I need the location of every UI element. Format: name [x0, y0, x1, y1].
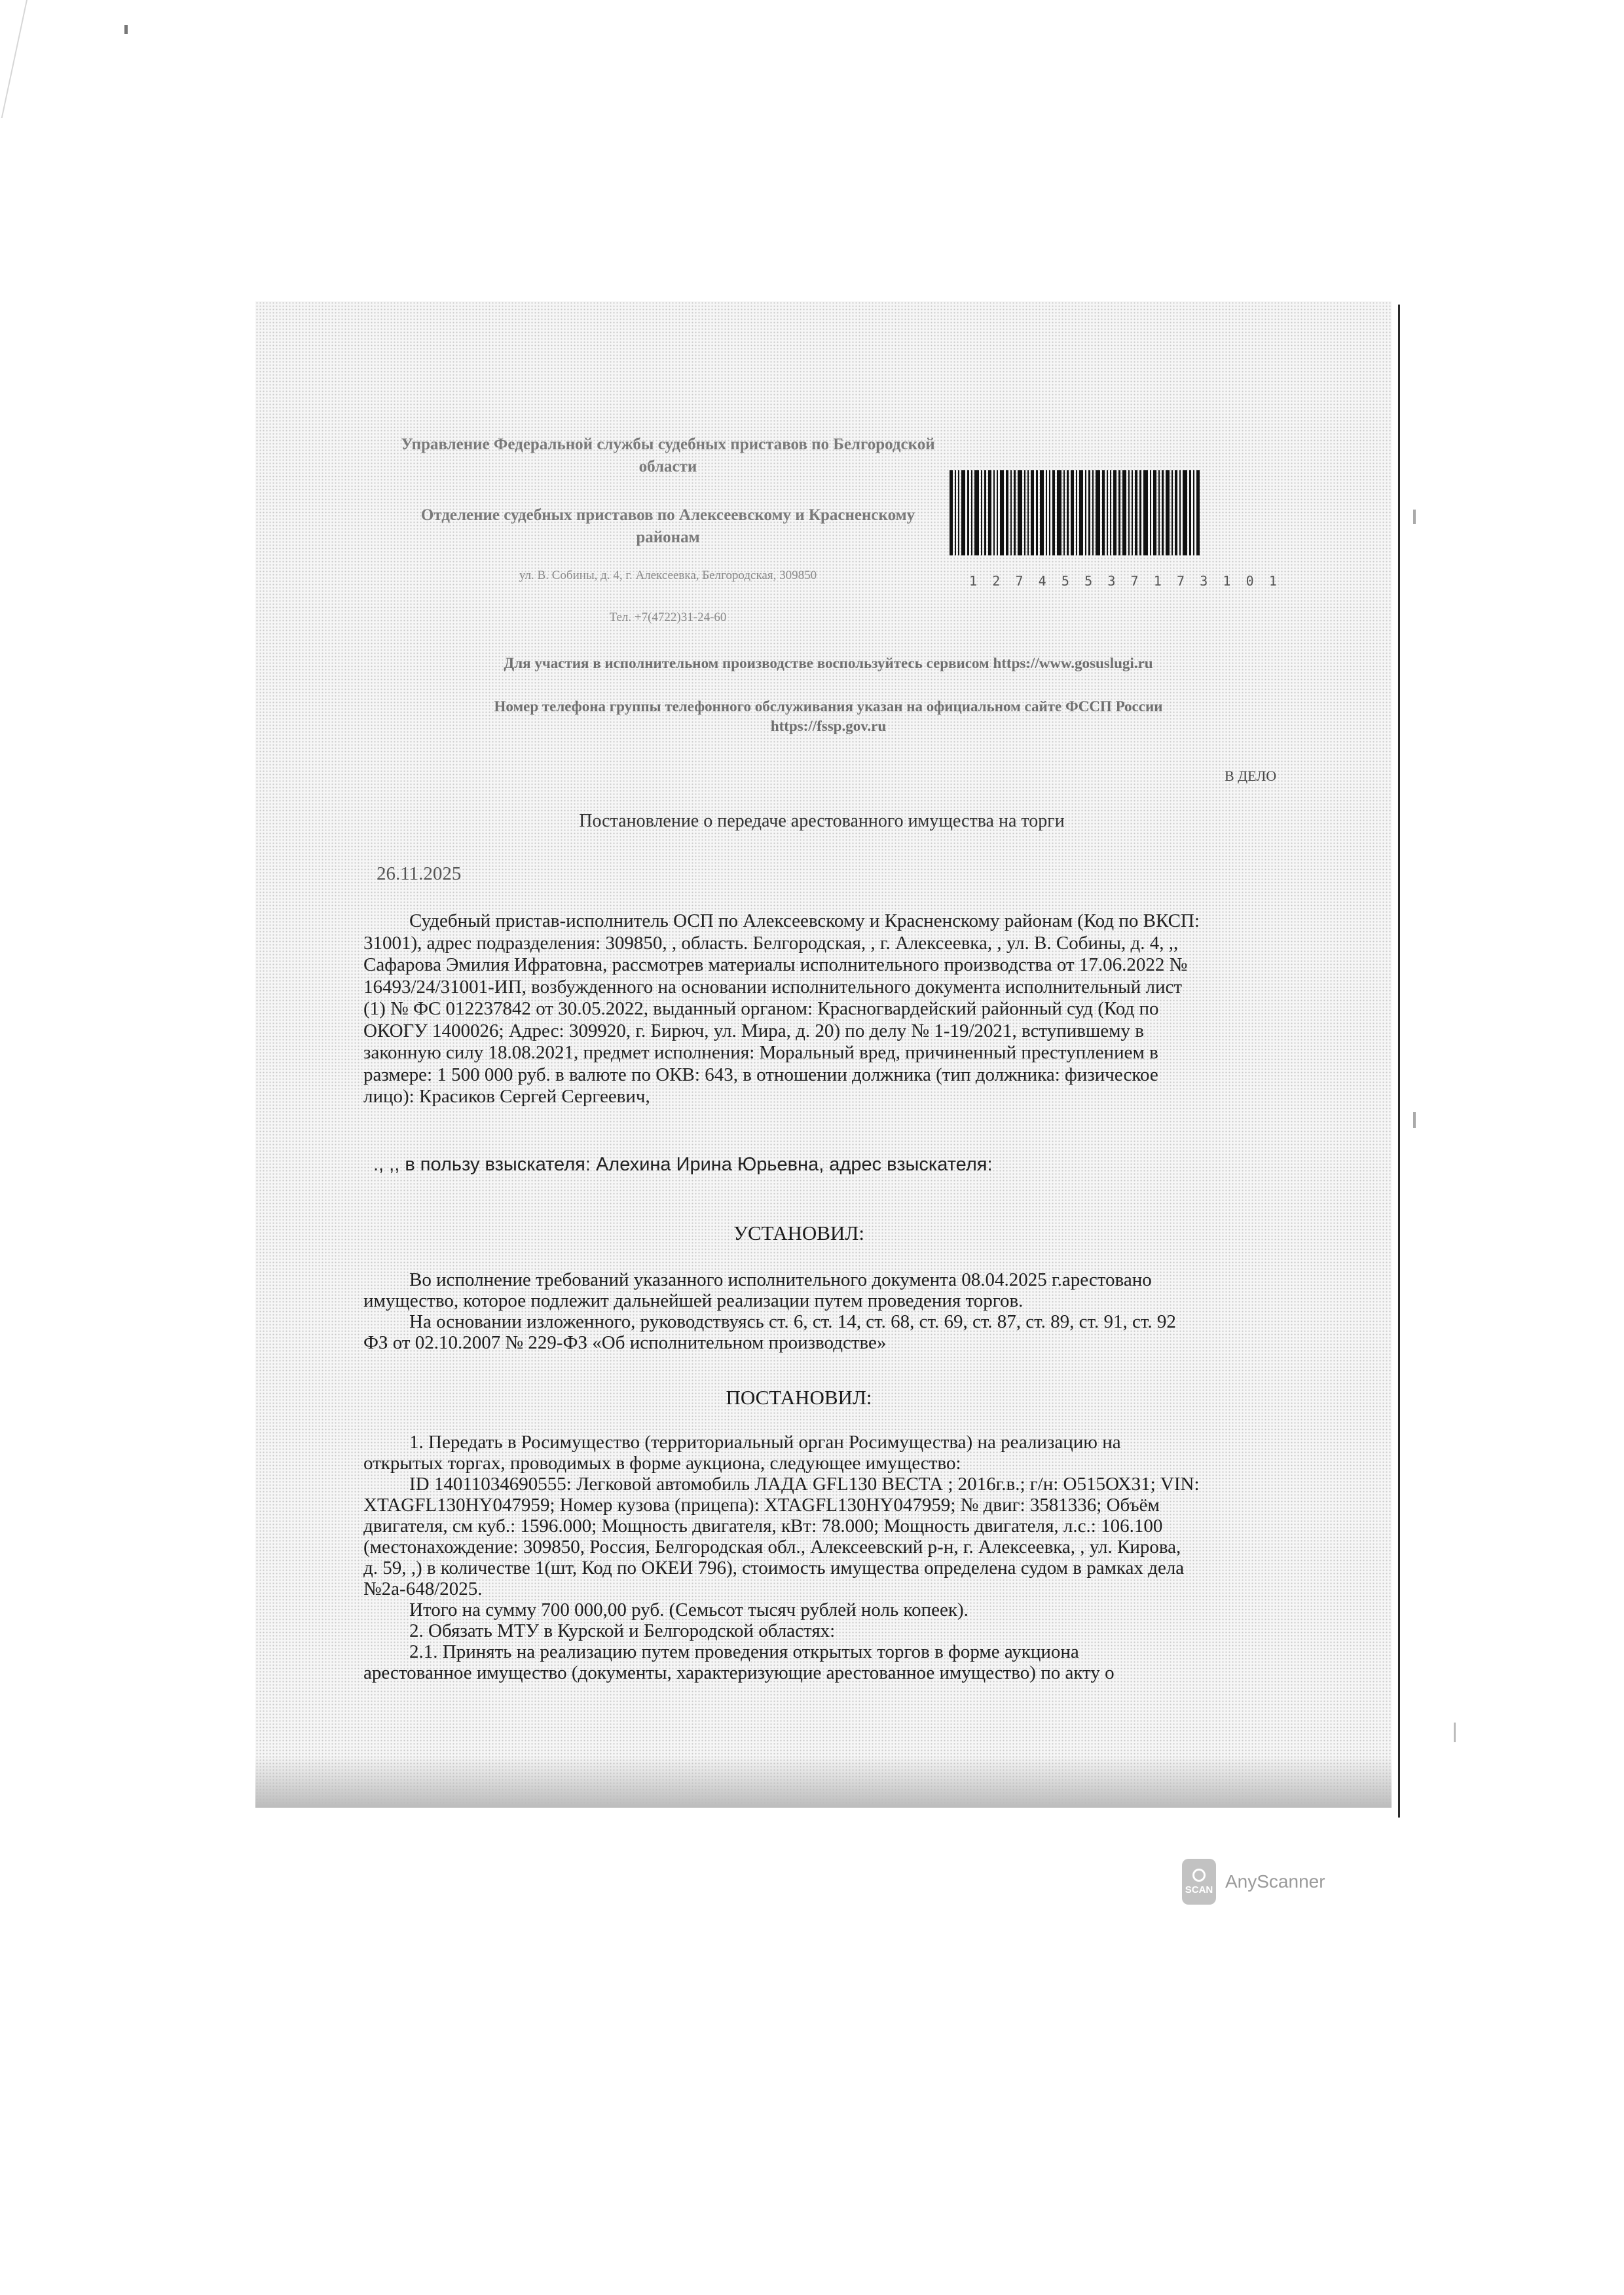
- barcode-digit: 7: [1176, 573, 1185, 589]
- barcode-digit: 7: [1130, 573, 1139, 589]
- document-barcode: [950, 470, 1290, 555]
- creditor-line: ., ,, в пользу взыскателя: Алехина Ирина Юрьевна, адрес взыскателя:: [373, 1154, 993, 1175]
- scan-app-icon-label: SCAN: [1185, 1884, 1213, 1895]
- barcode-bar: [1153, 470, 1156, 555]
- org-name-line-2: области: [638, 458, 697, 476]
- barcode-bar: [1014, 470, 1016, 555]
- barcode-bar: [1118, 470, 1120, 555]
- barcode-bar: [974, 470, 979, 555]
- scan-app-icon-dot: [1192, 1869, 1206, 1882]
- anyscanner-watermark: [1182, 1859, 1325, 1905]
- barcode-bar: [1057, 470, 1061, 555]
- barcode-bar: [993, 470, 995, 555]
- intro-line: (1) № ФС 012237842 от 30.05.2022, выданный органом: Красногвардейский районный суд (Код по: [363, 998, 1159, 1019]
- barcode-bar: [1063, 470, 1065, 555]
- barcode-bar: [1076, 470, 1077, 555]
- anyscanner-brand: AnyScanner: [1225, 1871, 1325, 1892]
- intro-line: законную силу 18.08.2021, предмет исполнения: Моральный вред, причиненный преступлением в: [363, 1042, 1158, 1063]
- decided-line: 2.1. Принять на реализацию путем проведения открытых торгов в форме аукциона: [409, 1641, 1079, 1662]
- intro-line: ОКОГУ 1400026; Адрес: 309920, г. Бирюч, ул. Мира, д. 20) по делу № 1-19/2021, вступившему в: [363, 1020, 1144, 1041]
- barcode-bar: [1175, 470, 1177, 555]
- barcode-digit: 4: [1038, 573, 1046, 589]
- barcode-bar: [1067, 470, 1069, 555]
- barcode-bar: [950, 470, 953, 555]
- established-paragraph: [363, 1269, 1283, 1353]
- barcode-bar: [1162, 470, 1164, 555]
- decided-line: 1. Передать в Росимущество (территориальный орган Росимущества) на реализацию на: [409, 1432, 1121, 1453]
- decided-line: открытых торгах, проводимых в форме аукциона, следующее имущество:: [363, 1453, 961, 1474]
- barcode-bar: [1006, 470, 1008, 555]
- barcode-bar: [1031, 470, 1034, 555]
- decided-line: №2а-648/2025.: [363, 1578, 483, 1599]
- org-name-line-1: Управление Федеральной службы судебных приставов по Белгородской: [401, 436, 935, 453]
- established-heading: УСТАНОВИЛ:: [733, 1222, 864, 1244]
- barcode-bar: [1018, 470, 1022, 555]
- fssp-site-link: https://fssp.gov.ru: [770, 718, 887, 734]
- decided-line: арестованное имущество (документы, характеризующие арестованное имущество) по акту о: [363, 1662, 1115, 1683]
- barcode-bar: [981, 470, 982, 555]
- barcode-bar: [1166, 470, 1170, 555]
- barcode-digit: 5: [1061, 573, 1069, 589]
- barcode-bar: [1122, 470, 1126, 555]
- intro-line: 31001), адрес подразделения: 309850, , область. Белгородская, , г. Алексеевка, , ул. В. Собины, д. 4, ,,: [363, 932, 1179, 954]
- barcode-bar: [1132, 470, 1133, 555]
- barcode-digit: 5: [1084, 573, 1093, 589]
- scan-speck: [124, 25, 128, 34]
- scan-bottom-shade: [255, 1755, 1392, 1808]
- to-file-mark: В ДЕЛО: [1225, 768, 1277, 784]
- barcode-bar: [997, 470, 998, 555]
- barcode-bar: [1046, 470, 1047, 555]
- department-phone: Тел. +7(4722)31-24-60: [609, 610, 727, 624]
- decided-heading: ПОСТАНОВИЛ:: [726, 1386, 872, 1409]
- barcode-digit: 1: [1153, 573, 1162, 589]
- established-line: имущество, которое подлежит дальнейшей реализации путем проведения торгов.: [363, 1290, 1024, 1311]
- barcode-bar: [1024, 470, 1025, 555]
- scan-right-border: [1398, 305, 1400, 1818]
- barcode-digit: 1: [1223, 573, 1231, 589]
- barcode-bar: [1000, 470, 1004, 555]
- department-address: ул. В. Собины, д. 4, г. Алексеевка, Белгородская, 309850: [519, 569, 817, 582]
- barcode-bar: [1027, 470, 1029, 555]
- barcode-bar: [1143, 470, 1148, 555]
- barcode-bar: [1049, 470, 1050, 555]
- barcode-bar: [1052, 470, 1055, 555]
- barcode-bar: [1150, 470, 1151, 555]
- scanned-document-sheet: [255, 301, 1392, 1808]
- barcode-bar: [1036, 470, 1038, 555]
- decided-line: двигателя, см куб.: 1596.000; Мощность двигателя, кВт: 78.000; Мощность двигателя, л.с.: 106.100: [363, 1516, 1163, 1537]
- document-title: Постановление о передаче арестованного имущества на торги: [579, 811, 1065, 831]
- barcode-digit: 0: [1246, 573, 1254, 589]
- barcode-bar: [1172, 470, 1173, 555]
- barcode-bar: [1102, 470, 1105, 555]
- barcode-bar: [1179, 470, 1181, 555]
- barcode-bar: [971, 470, 972, 555]
- barcode-bar: [1040, 470, 1044, 555]
- barcode-bar: [1107, 470, 1108, 555]
- established-line: Во исполнение требований указанного исполнительного документа 08.04.2025 г.арестовано: [409, 1269, 1152, 1290]
- scan-speck: [1413, 510, 1416, 524]
- barcode-bar: [1010, 470, 1012, 555]
- scan-speck: [1454, 1723, 1456, 1742]
- intro-line: лицо): Красиков Сергей Сергеевич,: [363, 1086, 650, 1107]
- barcode-bar: [1071, 470, 1074, 555]
- intro-line: 16493/24/31001-ИП, возбужденного на основании исполнительного документа исполнительный лист: [363, 976, 1183, 998]
- intro-line: размере: 1 500 000 руб. в валюте по ОКВ: 643, в отношении должника (тип должника: физическое: [363, 1064, 1158, 1085]
- barcode-bar: [1193, 470, 1194, 555]
- barcode-bar: [955, 470, 956, 555]
- barcode-bar: [1158, 470, 1160, 555]
- decided-line: (местонахождение: 309850, Россия, Белгородская обл., Алексеевский р-н, г. Алексеевка, , ул. Кирова,: [363, 1537, 1181, 1558]
- barcode-digit: 2: [992, 573, 1001, 589]
- barcode-bar: [1183, 470, 1187, 555]
- barcode-digits: [969, 573, 1277, 589]
- barcode-bar: [961, 470, 965, 555]
- decided-line: д. 59, ,) в количестве 1(шт, Код по ОКЕИ 796), стоимость имущества определена судом в рамках дела: [363, 1558, 1185, 1578]
- decided-paragraph: [363, 1432, 1283, 1683]
- scan-speck: [1413, 1112, 1416, 1128]
- barcode-digit: 3: [1200, 573, 1208, 589]
- barcode-bar: [967, 470, 969, 555]
- barcode-digit: 3: [1107, 573, 1116, 589]
- intro-paragraph: [363, 910, 1283, 1108]
- established-line: ФЗ от 02.10.2007 № 229-ФЗ «Об исполнительном производстве»: [363, 1332, 887, 1353]
- barcode-bar: [1189, 470, 1191, 555]
- barcode-bar: [1079, 470, 1083, 555]
- barcode-digit: 1: [1268, 573, 1277, 589]
- decided-line: ID 14011034690555: Легковой автомобиль ЛАДА GFL130 ВЕСТА ; 2016г.в.; г/н: О515ОХ31; VIN:: [409, 1474, 1200, 1495]
- barcode-digit: 7: [1015, 573, 1024, 589]
- barcode-bar: [1139, 470, 1141, 555]
- barcode-bar: [1110, 470, 1111, 555]
- department-line-2: районам: [636, 529, 700, 546]
- document-date: 26.11.2025: [377, 863, 462, 884]
- department-line-1: Отделение судебных приставов по Алексеевскому и Красненскому: [420, 506, 915, 524]
- barcode-bar: [1092, 470, 1094, 555]
- scan-edge-shadow: [0, 0, 28, 118]
- barcode-bar: [988, 470, 991, 555]
- scan-app-icon: [1182, 1859, 1216, 1905]
- barcode-bar: [1196, 470, 1200, 555]
- barcode-bar: [1085, 470, 1086, 555]
- established-line: На основании изложенного, руководствуясь ст. 6, ст. 14, ст. 68, ст. 69, ст. 87, ст. 89, ст. 91, ст. 92: [409, 1311, 1176, 1332]
- barcode-bar: [1096, 470, 1100, 555]
- gosuslugi-notice: Для участия в исполнительном производстве воспользуйтесь сервисом https://www.gosuslugi.ru: [504, 655, 1153, 671]
- intro-line: Судебный пристав-исполнитель ОСП по Алексеевскому и Красненскому районам (Код по ВКСП:: [409, 910, 1200, 931]
- decided-line: XTAGFL130HY047959; Номер кузова (прицепа): XTAGFL130HY047959; № двиг: 3581336; Объём: [363, 1495, 1160, 1516]
- barcode-bar: [984, 470, 986, 555]
- decided-line: 2. Обязать МТУ в Курской и Белгородской областях:: [409, 1620, 836, 1641]
- phone-group-notice: Номер телефона группы телефонного обслуживания указан на официальном сайте ФССП России: [494, 698, 1163, 715]
- barcode-bar: [1088, 470, 1090, 555]
- barcode-bar: [958, 470, 959, 555]
- intro-line: Сафарова Эмилия Ифратовна, рассмотрев материалы исполнительного производства от 17.06.2022 №: [363, 954, 1188, 975]
- barcode-bar: [1135, 470, 1137, 555]
- decided-line: Итого на сумму 700 000,00 руб. (Семьсот тысяч рублей ноль копеек).: [409, 1599, 969, 1620]
- barcode-bar: [1113, 470, 1116, 555]
- barcode-digit: 1: [969, 573, 978, 589]
- barcode-bar: [1128, 470, 1130, 555]
